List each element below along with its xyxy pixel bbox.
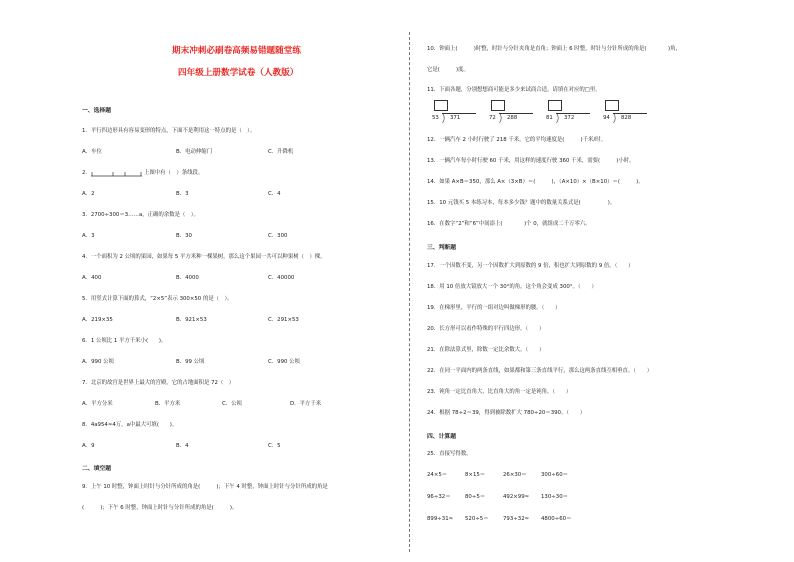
q7-option-c: C．公顷 bbox=[222, 401, 242, 407]
q8-option-c: C．5 bbox=[268, 443, 281, 449]
section-calc: 四、计算题 bbox=[427, 434, 456, 440]
q2-option-b: B．3 bbox=[176, 191, 189, 197]
page-subtitle: 四年级上册数学试卷（人教版） bbox=[178, 68, 299, 78]
question-10-line1: 10．钟面上( )时整，时针与分针夹角是直角；钟面上 6 时整，时针与分针所成的角是( )角， bbox=[427, 46, 681, 52]
q7-option-b: B．平方米 bbox=[155, 401, 181, 407]
calc-item: 8×15＝ bbox=[465, 472, 486, 478]
q2-option-a: A．2 bbox=[82, 191, 95, 197]
section-fill: 二、填空题 bbox=[82, 466, 111, 472]
question-17: 17．一个因数不变，另一个因数扩大到原数的 9 倍，积也扩大到原数的 9 倍。（ ） bbox=[427, 263, 634, 269]
q5-option-c: C．291×53 bbox=[268, 317, 299, 323]
q1-option-b: B．电动伸缩门 bbox=[176, 149, 213, 155]
calc-item: 80÷5＝ bbox=[465, 494, 486, 500]
question-1: 1．平行四边形具有容易变形的特点，下面不是利用这一特点的是（ ）。 bbox=[82, 128, 256, 134]
question-6: 6．1 公顷比 1 平方千米小( )。 bbox=[82, 338, 167, 344]
q3-option-b: B．30 bbox=[176, 233, 192, 239]
page-title: 期末冲刺必刷卷高频易错题随堂练 bbox=[172, 46, 301, 56]
dividend: 371 bbox=[450, 115, 461, 121]
q2-option-c: C．4 bbox=[268, 191, 281, 197]
section-judge: 三、判断题 bbox=[427, 245, 456, 251]
divisor: 81 bbox=[546, 115, 553, 121]
calc-item: 26×30＝ bbox=[503, 472, 527, 478]
column-divider bbox=[409, 32, 410, 552]
q6-option-a: A．990 公顷 bbox=[82, 359, 114, 365]
answer-box[interactable] bbox=[491, 100, 505, 111]
question-22: 22．在同一平面内的两条直线，如果都和第三条直线平行，那么这两条直线互相垂直。（ ） bbox=[427, 368, 653, 374]
question-24: 24．根据 78÷2＝39，得到被除数扩大 780÷20＝390。（ ） bbox=[427, 410, 586, 416]
question-3: 3．2700÷300＝3……a，正确的余数是（ ）。 bbox=[82, 212, 199, 218]
q4-option-a: A．400 bbox=[82, 275, 102, 281]
divisor: 94 bbox=[603, 115, 610, 121]
line-segment-figure bbox=[91, 170, 143, 178]
dividend: 288 bbox=[507, 115, 518, 121]
question-16: 16．在数字“2”和“6”中间添上( )个 0，就组成二千万零六。 bbox=[427, 221, 591, 227]
q1-option-a: A．车位 bbox=[82, 149, 102, 155]
q5-option-b: B．921×53 bbox=[176, 317, 207, 323]
q8-option-a: A．9 bbox=[82, 443, 95, 449]
question-15: 15．10 元钱买 5 本练习本，每本多少钱？题中的数量关系式是( )。 bbox=[427, 200, 616, 206]
question-13: 13．一辆汽车每小时行驶 60 千米，用这样的速度行驶 360 千米，需要( )小时。 bbox=[427, 158, 635, 164]
question-10-line2: 它是( )度。 bbox=[427, 67, 469, 73]
dividend: 828 bbox=[621, 115, 632, 121]
divisor: 72 bbox=[489, 115, 496, 121]
question-9-line2: ( )；下午 6 时整，钟面上时针与分针所成的角是( )。 bbox=[82, 505, 238, 511]
calc-item: 492×99≈ bbox=[503, 494, 530, 500]
q4-option-c: C．40000 bbox=[268, 275, 295, 281]
calc-item: 96÷32＝ bbox=[427, 494, 451, 500]
q3-option-a: A．3 bbox=[82, 233, 95, 239]
calc-item: 899÷31≈ bbox=[427, 516, 454, 522]
q7-option-d: D．平方千米 bbox=[290, 401, 322, 407]
division-item-2 bbox=[489, 100, 539, 126]
question-4: 4．一个面积为 2 公顷的果园，如果每 5 平方米种一棵果树，那么这个果园一共可以种果树（ ）棵。 bbox=[82, 254, 326, 260]
division-item-4 bbox=[603, 100, 653, 126]
q6-option-b: B．99 公顷 bbox=[176, 359, 205, 365]
q1-option-c: C．升降机 bbox=[268, 149, 294, 155]
q7-option-a: A．平方分米 bbox=[82, 401, 113, 407]
question-5: 5．用竖式计算下面的算式，“2×5”表示 300×50 的是（ ）。 bbox=[82, 296, 233, 302]
answer-box[interactable] bbox=[548, 100, 562, 111]
q5-option-a: A．219×35 bbox=[82, 317, 113, 323]
question-2: 上图中有（ ）条线段。 bbox=[144, 170, 204, 176]
divisor: 53 bbox=[432, 115, 439, 121]
calc-item: 4800÷60＝ bbox=[541, 516, 572, 522]
q8-option-b: B．4 bbox=[176, 443, 189, 449]
calc-item: 24×5＝ bbox=[427, 472, 448, 478]
calc-item: 300÷60＝ bbox=[541, 472, 569, 478]
q6-option-c: C．990 公顷 bbox=[268, 359, 300, 365]
question-18: 18．用 10 倍放大镜放大一个 30°的角，这个角会变成 300°。（ ） bbox=[427, 284, 597, 290]
calc-item: 520÷5＝ bbox=[465, 516, 489, 522]
answer-box[interactable] bbox=[434, 100, 448, 111]
question-7: 7．北京的故宫是世界上最大的宫殿，它的占地面积是 72（ ） bbox=[82, 380, 235, 386]
question-8: 8．4a954≈4万，a中最大可填( )。 bbox=[82, 422, 178, 428]
question-23: 23．钝角一定比直角大，比直角大的角一定是钝角。（ ） bbox=[427, 389, 572, 395]
question-2-number: 2． bbox=[82, 170, 91, 176]
question-21: 21．在除法算式里，除数一定比余数大。（ ） bbox=[427, 347, 545, 353]
question-12: 12．一辆汽车 2 小时行驶了 218 千米，它的平均速度是( )千米/时。 bbox=[427, 137, 607, 143]
answer-box[interactable] bbox=[605, 100, 619, 111]
calc-item: 793÷32≈ bbox=[503, 516, 530, 522]
question-9-line1: 9．上午 10 时整，钟面上时针与分针所成的角是( )；下午 4 时整，钟面上时针与分针所成的角是 bbox=[82, 484, 328, 490]
calc-item: 130÷30＝ bbox=[541, 494, 569, 500]
dividend: 372 bbox=[564, 115, 575, 121]
section-choice: 一、选择题 bbox=[82, 108, 111, 114]
division-item-1 bbox=[432, 100, 482, 126]
question-11: 11．下面各题，分别想想商可能是多少来试商合适，请填在对应的□里。 bbox=[427, 87, 601, 93]
question-14: 14．如果 A×B＝350，那么 A×（3×B）＝( )，（A×10）×（B×10）＝( )。 bbox=[427, 179, 644, 185]
q4-option-b: B．4000 bbox=[176, 275, 199, 281]
question-25: 25．直接写得数。 bbox=[427, 451, 472, 457]
division-item-3 bbox=[546, 100, 596, 126]
q3-option-c: C．300 bbox=[268, 233, 288, 239]
question-20: 20．长方形可以看作特殊的平行四边形。（ ） bbox=[427, 326, 545, 332]
question-19: 19．在梯形里，平行的一组对边叫做梯形的腰。（ ） bbox=[427, 305, 561, 311]
